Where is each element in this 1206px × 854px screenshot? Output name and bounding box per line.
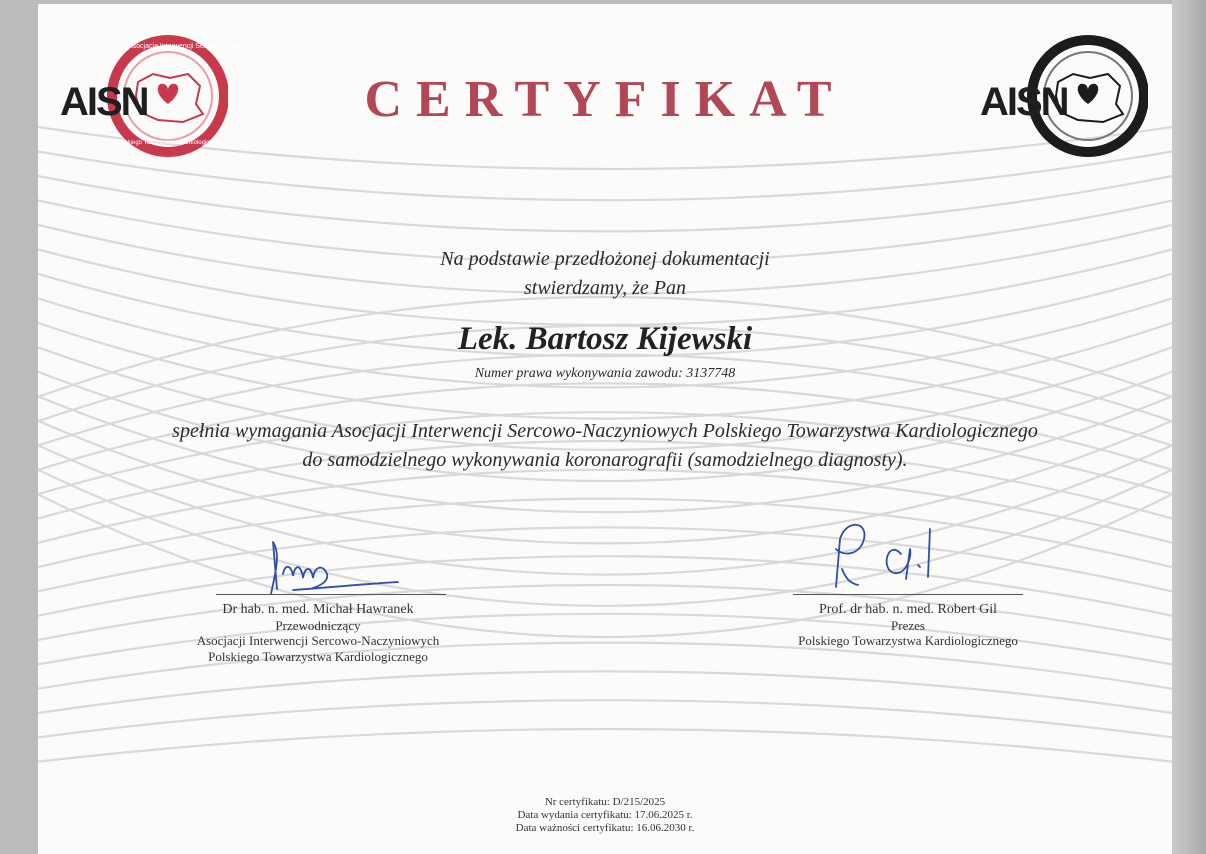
statement-line-2: do samodzielnego wykonywania koronarografii (samodzielnego diagnosty).	[302, 449, 908, 471]
signatory-right-org-1: Polskiego Towarzystwa Kardiologicznego	[798, 633, 1018, 648]
guilloche-curve	[38, 499, 1172, 572]
signatory-right-role: Prezes	[891, 617, 925, 633]
signature-right	[806, 509, 996, 599]
guilloche-curve	[38, 729, 1172, 764]
signatory-left-org-2: Polskiego Towarzystwa Kardiologicznego	[208, 648, 428, 664]
heart-icon	[1078, 84, 1099, 104]
guilloche-curve	[38, 700, 1172, 740]
signatory-left	[163, 602, 473, 664]
logo-text-left: AISN	[60, 80, 148, 124]
signatory-left-role: Przewodniczący	[275, 617, 361, 633]
recipient-name: Lek. Bartosz Kijewski	[457, 321, 753, 357]
issue-date: Data wydania certyfikatu: 17.06.2025 r.	[517, 809, 693, 821]
guilloche-curve	[38, 172, 1172, 231]
certificate-sheet	[38, 4, 1172, 854]
intro-line-2: stwierdzamy, że Pan	[523, 277, 687, 299]
signatory-right-name: Prof. dr hab. n. med. Robert Gil	[818, 602, 998, 617]
intro-line-1: Na podstawie przedłożonej dokumentacji	[440, 248, 770, 270]
signature-line-right	[793, 594, 1023, 595]
scan-edge	[1172, 0, 1206, 854]
signatory-right	[748, 602, 1068, 649]
certificate-footer	[38, 796, 1172, 835]
certificate-title: CERTYFIKAT	[364, 71, 846, 128]
signature-line-left	[216, 594, 446, 595]
intro-text	[38, 245, 1172, 303]
statement-text	[38, 417, 1172, 475]
license-number: Numer prawa wykonywania zawodu: 3137748	[474, 366, 736, 381]
signatory-left-name: Dr hab. n. med. Michał Hawranek	[222, 602, 414, 617]
expiry-date: Data ważności certyfikatu: 16.06.2030 r.	[515, 822, 695, 834]
certificate-number: Nr certyfikatu: D/215/2025	[544, 796, 666, 808]
statement-line-1: spełnia wymagania Asocjacji Interwencji Sercowo-Naczyniowych Polskiego Towarzystwa Kardiologicznego	[172, 420, 1038, 442]
logo-text-right: AISN	[980, 80, 1068, 124]
signatory-left-org-1: Asocjacji Interwencji Sercowo-Naczyniowych	[196, 633, 440, 648]
logo-bottom-text-left: Polskiego Towarzystwa Kardiologicznego	[116, 140, 226, 146]
logo-arc-text-left: Asocjacja Interwencji Sercowo-Naczyniowych	[128, 43, 270, 50]
aisn-logo-right	[978, 34, 1148, 164]
guilloche-curve	[38, 671, 1172, 716]
